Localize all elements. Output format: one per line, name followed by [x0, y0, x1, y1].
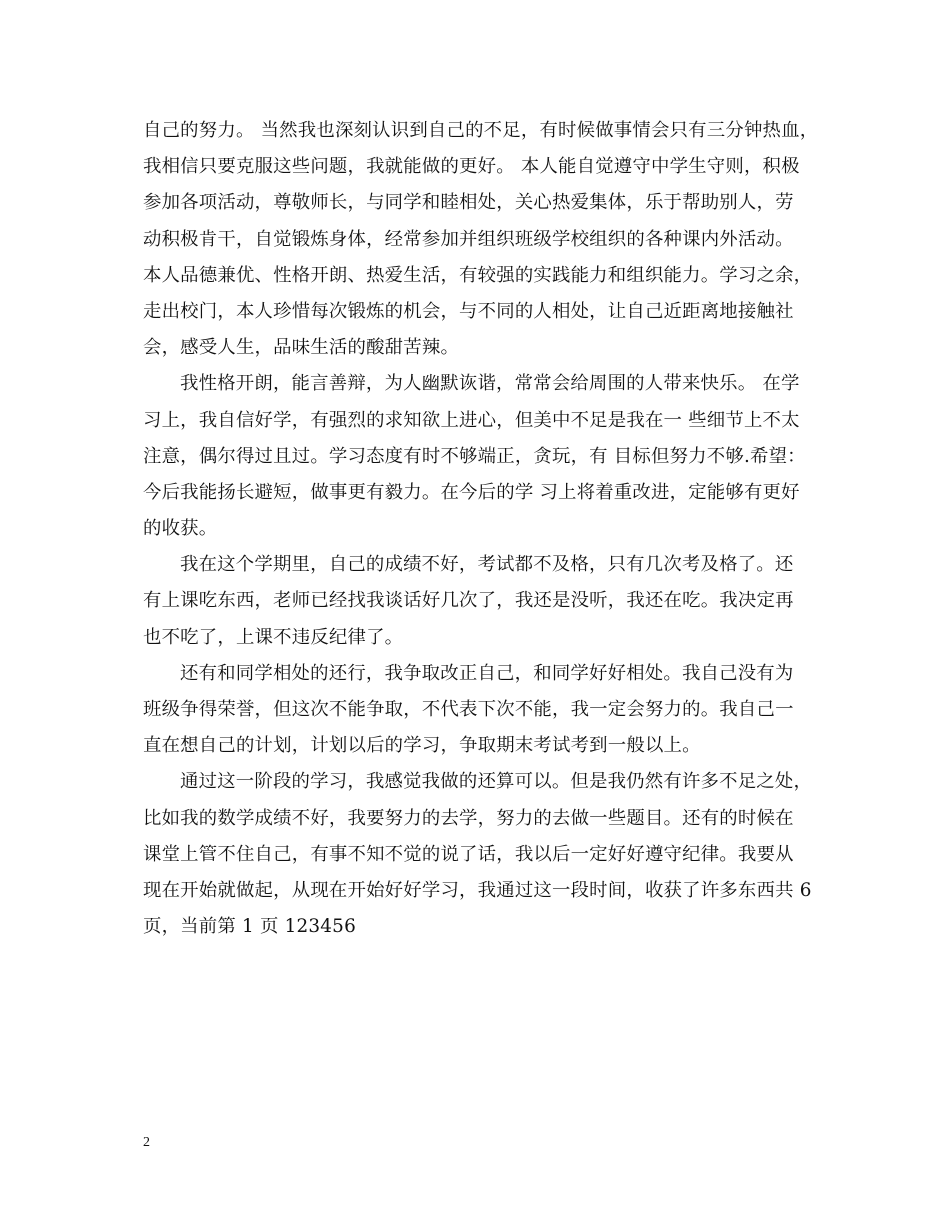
text-line: 直在想自己的计划，计划以后的学习，争取期末考试考到一般以上。 — [143, 735, 701, 757]
text-line: 有上课吃东西，老师已经找我谈话好几次了，我还是没听，我还在吃。我决定再 — [143, 590, 794, 612]
text-line: 的收获。 — [143, 518, 218, 540]
text-line: 走出校门，本人珍惜每次锻炼的机会，与不同的人相处，让自己近距离地接触社 — [143, 300, 794, 322]
text-line: 通过这一阶段的学习，我感觉我做的还算可以。但是我仍然有许多不足之处， — [180, 771, 813, 793]
text-line: 也不吃了，上课不违反纪律了。 — [143, 626, 404, 648]
text-line: 参加各项活动，尊敬师长，与同学和睦相处，关心热爱集体，乐于帮助别人，劳 — [143, 192, 794, 214]
text-line: 我性格开朗，能言善辩，为人幽默诙谐，常常会给周围的人带来快乐。 在学 — [180, 373, 800, 395]
text-line: 本人品德兼优、性格开朗、热爱生活，有较强的实践能力和组织能力。学习之余， — [143, 264, 813, 286]
document-body — [143, 113, 819, 945]
text-line: 还有和同学相处的还行，我争取改正自己，和同学好好相处。我自己没有为 — [180, 662, 794, 684]
text-line: 习上，我自信好学，有强烈的求知欲上进心，但美中不足是我在一 些细节上不太 — [143, 409, 800, 431]
text-line: 比如我的数学成绩不好，我要努力的去学，努力的去做一些题目。还有的时候在 — [143, 807, 794, 829]
text-line: 课堂上管不住自己，有事不知不觉的说了话，我以后一定好好遵守纪律。我要从 — [143, 843, 794, 865]
text-line: 班级争得荣誉，但这次不能争取，不代表下次不能，我一定会努力的。我自己一 — [143, 699, 794, 720]
text-line: 现在开始就做起，从现在开始好好学习，我通过这一段时间，收获了许多东西共 6 — [143, 879, 812, 901]
text-line: 自己的努力。 当然我也深刻认识到自己的不足，有时候做事情会只有三分钟热血， — [143, 120, 819, 141]
text-line: 页，当前第 1 页 123456 — [143, 916, 356, 938]
page-number: 2 — [143, 1135, 150, 1150]
text-line: 会，感受人生，品味生活的酸甜苦辣。 — [143, 337, 460, 359]
text-line: 今后我能扬长避短，做事更有毅力。在今后的学 习上将着重改进，定能够有更好 — [143, 481, 800, 503]
text-line: 注意，偶尔得过且过。学习态度有时不够端正，贪玩，有 目标但努力不够.希望： — [143, 445, 806, 467]
text-line: 动积极肯干，自觉锻炼身体，经常参加并组织班级学校组织的各种课内外活动。 — [143, 228, 794, 250]
text-line: 我相信只要克服这些问题，我就能做的更好。 本人能自觉遵守中学生守则，积极 — [143, 156, 800, 178]
text-line: 我在这个学期里，自己的成绩不好，考试都不及格，只有几次考及格了。还 — [180, 554, 794, 576]
